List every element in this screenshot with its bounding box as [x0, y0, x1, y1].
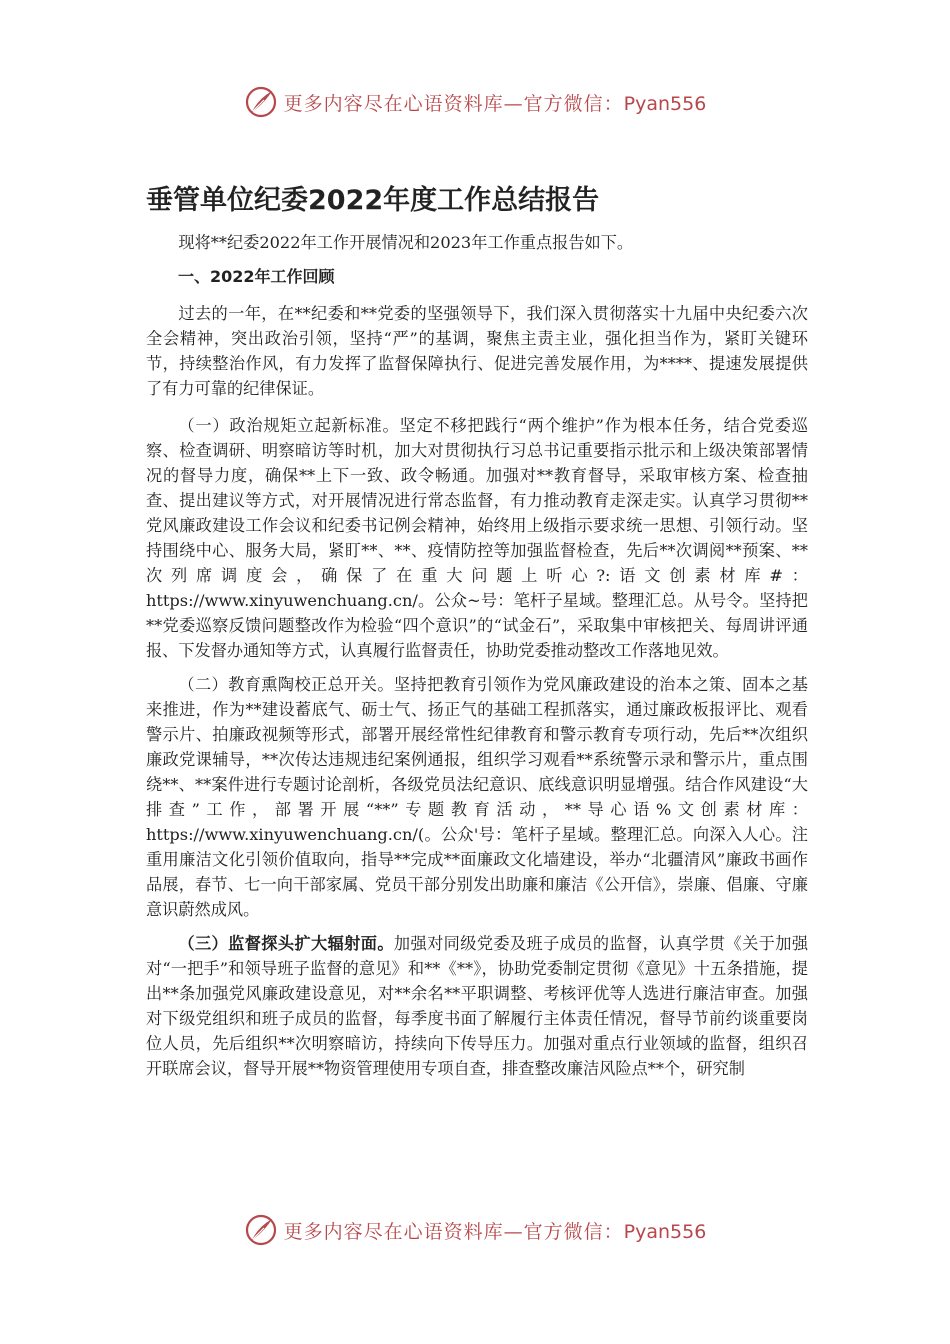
- banner-wechat-id: Pyan556: [623, 92, 707, 115]
- review-paragraph: 过去的一年，在**纪委和**党委的坚强领导下，我们深入贯彻落实十九届中央纪委六次全会精神，突出政治引领，坚持“严”的基调，聚焦主责主业，强化担当作为，紧盯关键环节，持续整治作风，有力发挥了监督保障执行、促进完善发展作用，为****、提速发展提供了有力可靠的纪律保证。: [146, 304, 808, 398]
- footer-watermark-banner: [0, 1210, 950, 1250]
- education-paragraph: （二）教育熏陶校正总开关。坚持把教育引领作为党风廉政建设的治本之策、固本之基来推进，作为**建设蓄底气、砺士气、扬正气的基础工程抓落实，通过廉政板报评比、观看警示片、拍廉政视频等形式，部署开展经常性纪律教育和警示教育专项行动，先后**次组织廉政党课辅导，**次传达违规违纪案例通报，组织学习观看**系统警示录和警示片，重点围绕**、**案件进行专题讨论剖析，各级党员法纪意识、底线意识明显增强。结合作风建设“大排查”工作，部署开展“**”专题教育活动，**导心语%文创素材库：https://www.xinyuwenchuang.cn/(。公众'号：笔杆子星域。整理汇总。向深入人心。注重用廉洁文化引领价值取向，指导**完成**面廉政文化墙建设，举办“北疆清风”廉政书画作品展，春节、七一向干部家属、党员干部分别发出助廉和廉洁《公开信》，崇廉、倡廉、守廉意识蔚然成风。: [146, 675, 808, 919]
- header-watermark-banner: [0, 82, 950, 122]
- quill-logo-icon: [244, 85, 278, 119]
- banner-text: 更多内容尽在心语资料库—官方微信：Pyan556: [283, 92, 707, 115]
- political-rules-paragraph: （一）政治规矩立起新标准。坚定不移把践行“两个维护”作为根本任务，结合党委巡察、检查调研、明察暗访等时机，加大对贯彻执行习总书记重要指示批示和上级决策部署情况的督导力度，确保**上下一致、政令畅通。加强对**教育督导，采取审核方案、检查抽查、提出建议等方式，对开展情况进行常态监督，有力推动教育走深走实。认真学习贯彻**党风廉政建设工作会议和纪委书记例会精神，始终用上级指示要求统一思想、引领行动。坚持围绕中心、服务大局，紧盯**、**、疫情防控等加强监督检查，先后**次调阅**预案、**次列席调度会，确保了在重大问题上听心?:语文创素材库#：https://www.xinyuwenchuang.cn/。公众~号：笔杆子星域。整理汇总。从号令。坚持把**党委巡察反馈问题整改作为检验“四个意识”的“试金石”，采取集中审核把关、每周讲评通报、下发督办通知等方式，认真履行监督责任，协助党委推动整改工作落地见效。: [146, 416, 808, 660]
- quill-logo-icon: [244, 1213, 278, 1247]
- supervision-text: 加强对同级党委及班子成员的监督，认真学贯《关于加强对“一把手”和领导班子监督的意见》和**《**》，协助党委制定贯彻《意见》十五条措施，提出**条加强党风廉政建设意见，对**余名**平职调整、考核评优等人选进行廉洁审查。加强对下级党组织和班子成员的监督，每季度书面了解履行主体责任情况，督导节前约谈重要岗位人员，先后组织**次明察暗访，持续向下传导压力。加强对重点行业领域的监督，组织召开联席会议，督导开展**物资管理使用专项自查，排查整改廉洁风险点**个，研究制: [146, 934, 809, 1078]
- supervision-paragraph: [146, 931, 808, 1081]
- section-heading: 一、2022年工作回顾: [178, 267, 335, 286]
- banner-wechat-id: Pyan556: [623, 1220, 707, 1243]
- banner-text: 更多内容尽在心语资料库—官方微信：Pyan556: [283, 1220, 707, 1243]
- supervision-lead: （三）监督探头扩大辐射面。: [178, 934, 394, 953]
- document-title: 垂管单位纪委2022年度工作总结报告: [146, 185, 600, 216]
- document-body: [146, 230, 808, 1090]
- intro-paragraph: 现将**纪委2022年工作开展情况和2023年工作重点报告如下。: [178, 233, 634, 252]
